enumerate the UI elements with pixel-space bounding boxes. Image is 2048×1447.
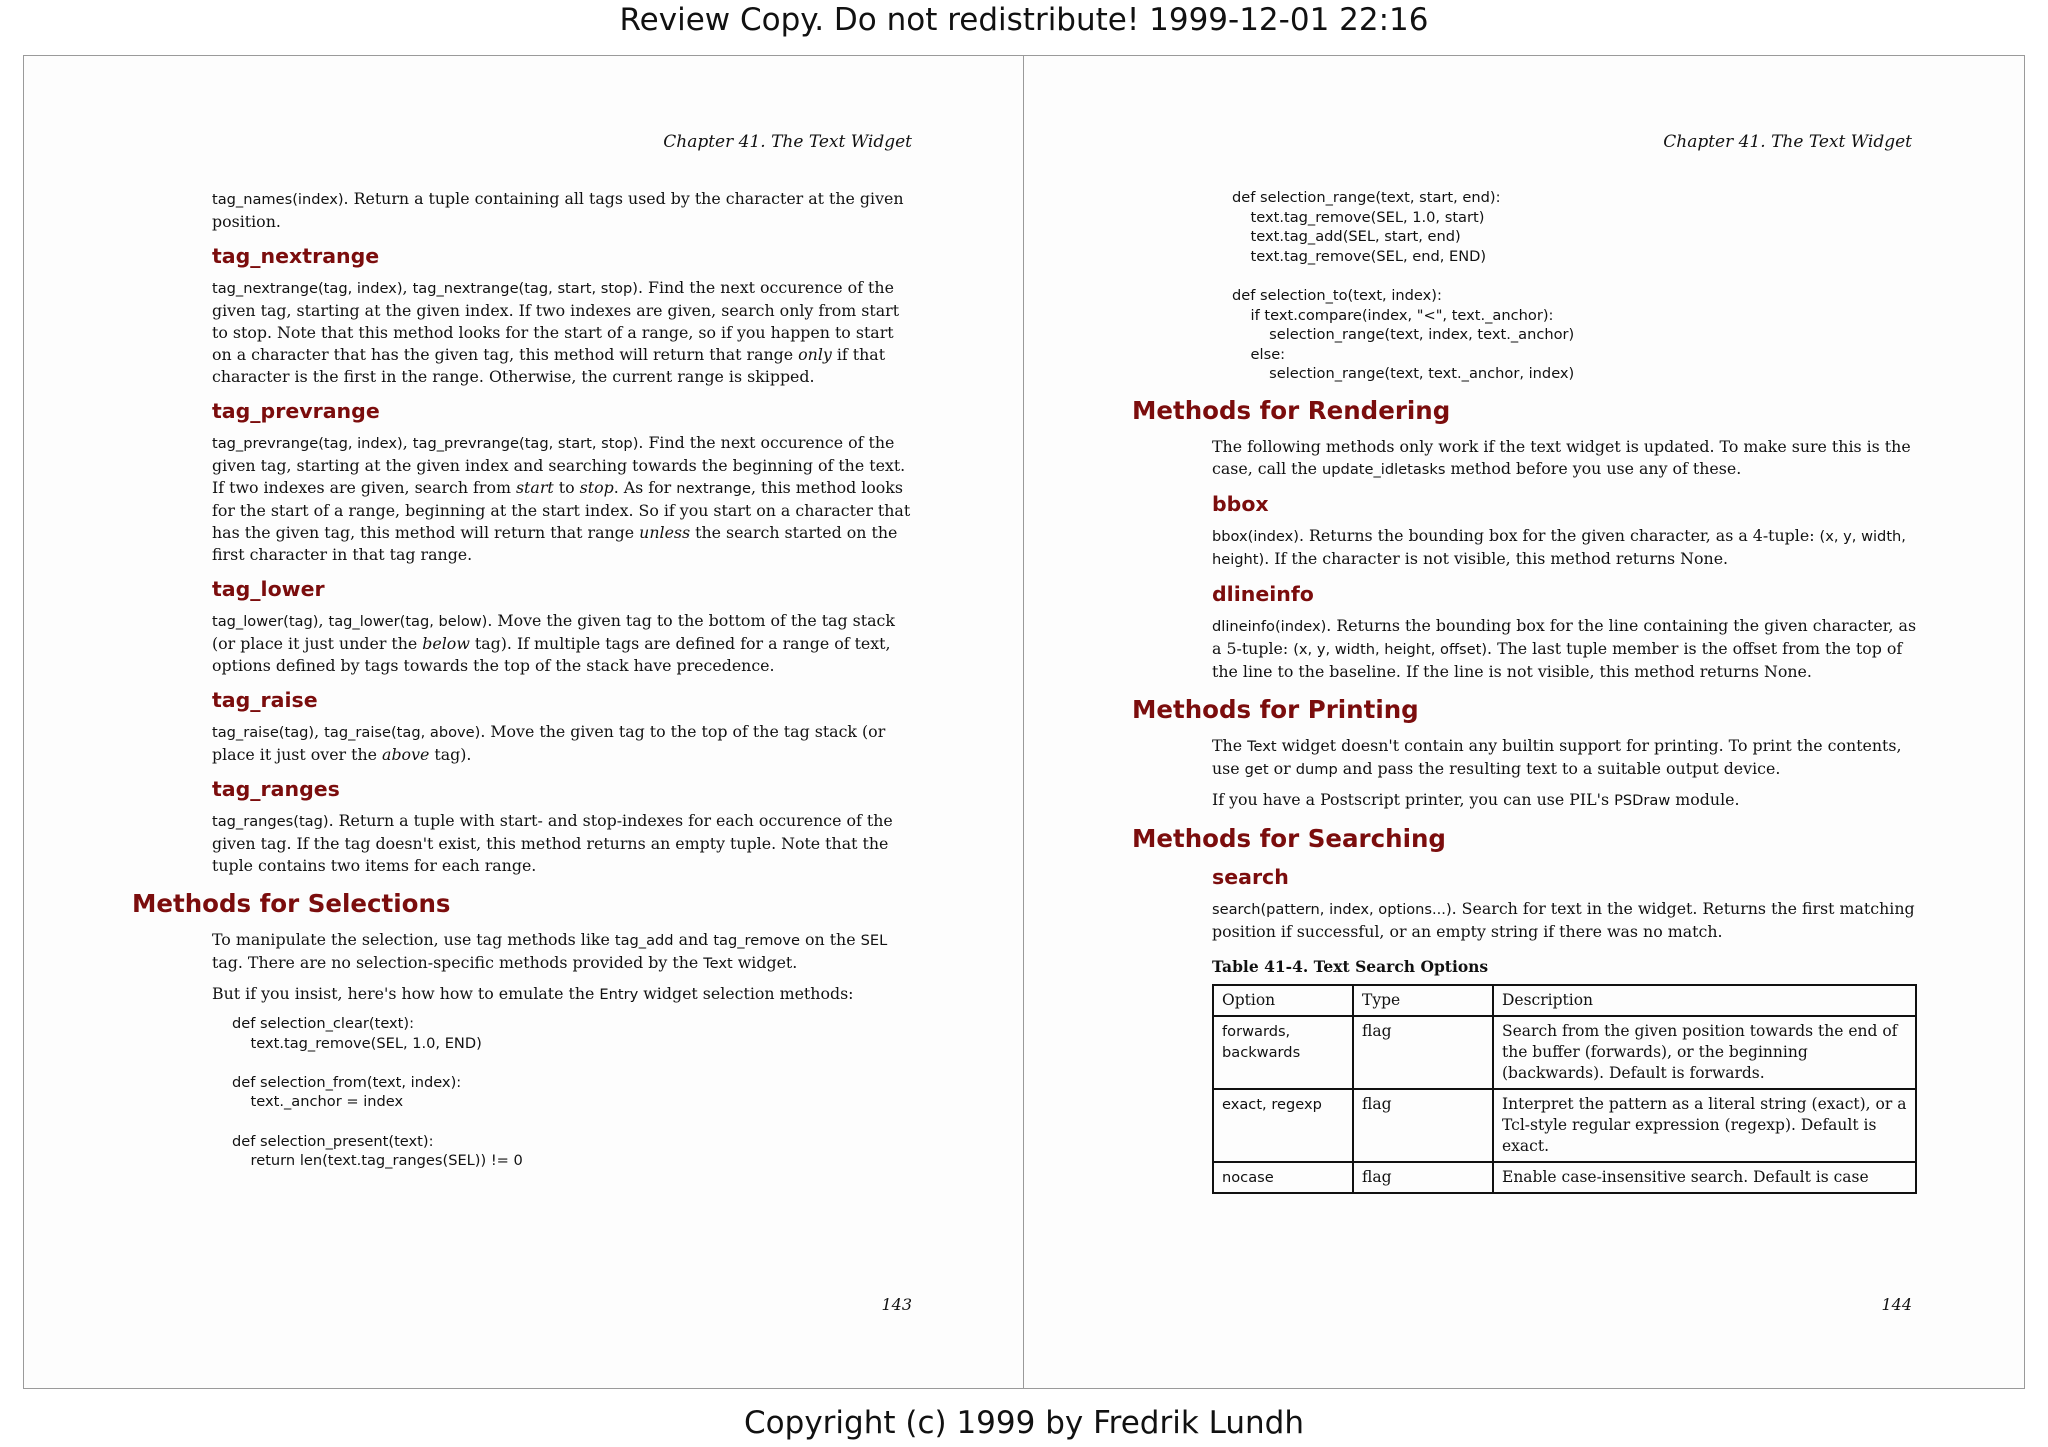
printing-heading: Methods for Printing xyxy=(1132,694,1419,724)
printing-paragraph-1: The Text widget doesn't contain any builtin support for printing. To print the contents, use get or dump and pass the resulting text to a suitable output device. xyxy=(1212,735,1902,778)
description-cell: Search from the given position towards the end of the buffer (forwards), or the beginning (backwards). Default is forwards. xyxy=(1493,1016,1916,1089)
type-cell: flag xyxy=(1353,1016,1493,1089)
option-cell: nocase xyxy=(1213,1162,1353,1193)
tag-ranges-paragraph: tag_ranges(tag). Return a tuple with start- and stop-indexes for each occurence of the given tag. If the tag doesn't exist, this method returns an empty tuple. Note that the tuple contains two items for each range. xyxy=(212,811,893,875)
tag-prevrange-paragraph: tag_prevrange(tag, index), tag_prevrange(tag, start, stop). Find the next occurence of the given tag, starting at the given index and searching towards the beginning of the text. If two indexes are given, search from start to stop. As for nextrange, this method looks for the start of a range, beginning at the start index. So if you start on a character that has the given tag, this method will return that range unless the search started on the first character in that tag range. xyxy=(212,433,911,564)
dlineinfo-paragraph: dlineinfo(index). Returns the bounding box for the line containing the given character, as a 5-tuple: (x, y, width, height, offset). The last tuple member is the offset from the top of the line to the baseline. If the line is not visible, this method returns None. xyxy=(1212,615,1917,681)
table-row xyxy=(1213,1016,1916,1089)
rendering-heading: Methods for Rendering xyxy=(1132,395,1451,425)
table-row xyxy=(1213,1089,1916,1162)
right-page-content xyxy=(1132,188,1917,1194)
running-head: Chapter 41. The Text Widget xyxy=(1663,132,1912,152)
table-header-cell: Description xyxy=(1493,985,1916,1016)
dlineinfo-heading: dlineinfo xyxy=(1212,581,1314,606)
tag-raise-paragraph: tag_raise(tag), tag_raise(tag, above). Move the given tag to the top of the tag stack (or place it just over the above tag). xyxy=(212,722,886,764)
bbox-heading: bbox xyxy=(1212,491,1269,516)
copyright-banner: Copyright (c) 1999 by Fredrik Lundh xyxy=(744,1405,1304,1441)
table-row xyxy=(1213,1162,1916,1193)
tag-names-paragraph: tag_names(index). Return a tuple containing all tags used by the character at the given position. xyxy=(212,189,904,231)
tag-nextrange-heading: tag_nextrange xyxy=(212,244,380,268)
tag-raise-heading: tag_raise xyxy=(212,688,318,712)
right-page xyxy=(1023,55,2025,1389)
printing-paragraph-2: If you have a Postscript printer, you can use PIL's PSDraw module. xyxy=(1212,789,1740,809)
tag-lower-paragraph: tag_lower(tag), tag_lower(tag, below). Move the given tag to the bottom of the tag stack (or place it just under the below tag). If multiple tags are defined for a range of text, options defined by tags towards the top of the stack have precedence. xyxy=(212,611,895,675)
selections-heading: Methods for Selections xyxy=(132,889,451,918)
option-cell: exact, regexp xyxy=(1213,1089,1353,1162)
option-cell: forwards, backwards xyxy=(1213,1016,1353,1089)
left-page xyxy=(23,55,1025,1389)
page-number: 144 xyxy=(1881,1295,1912,1314)
searching-heading: Methods for Searching xyxy=(1132,823,1446,853)
description-cell: Interpret the pattern as a literal string (exact), or a Tcl-style regular expression (regexp). Default is exact. xyxy=(1493,1089,1916,1162)
selection-code-block-continued: def selection_range(text, start, end): text.tag_remove(SEL, 1.0, start) text.tag_add(SEL, start, end) text.tag_remove(SEL, end, END) def selection_to(text, index): if text.compare(index, "<", text._anchor): selection_range(text, index, text._anchor) else: selection_range(text, text._anchor, index) xyxy=(1232,189,1575,383)
rendering-paragraph: The following methods only work if the text widget is updated. To make sure this is the case, call the update_idletasks method before you use any of these. xyxy=(1212,436,1911,478)
table-header-cell: Type xyxy=(1353,985,1493,1016)
search-paragraph: search(pattern, index, options...). Search for text in the widget. Returns the first matching position if successful, or an empty string if there was no match. xyxy=(1212,898,1915,941)
table-header-row xyxy=(1213,985,1916,1016)
tag-nextrange-paragraph: tag_nextrange(tag, index), tag_nextrange(tag, start, stop). Find the next occurence of the given tag, starting at the given index. If two indexes are given, search only from start to stop. Note that this method looks for the start of a range, so if you happen to start on a character that has the given tag, this method will return that range only if that character is the first in the range. Otherwise, the current range is skipped. xyxy=(212,278,900,386)
review-copy-banner: Review Copy. Do not redistribute! 1999-12-01 22:16 xyxy=(619,2,1429,38)
selections-paragraph-1: To manipulate the selection, use tag methods like tag_add and tag_remove on the SEL tag. There are no selection-specific methods provided by the Text widget. xyxy=(212,930,888,972)
tag-lower-heading: tag_lower xyxy=(212,577,325,601)
type-cell: flag xyxy=(1353,1162,1493,1193)
selection-code-block: def selection_clear(text): text.tag_remove(SEL, 1.0, END) def selection_from(text, index): text._anchor = index def selection_present(text): return len(text.tag_ranges(SEL)) != 0 xyxy=(232,1015,523,1170)
running-head: Chapter 41. The Text Widget xyxy=(663,132,912,152)
description-cell: Enable case-insensitive search. Default is case xyxy=(1493,1162,1916,1193)
tag-prevrange-heading: tag_prevrange xyxy=(212,399,380,423)
bbox-paragraph: bbox(index). Returns the bounding box for the given character, as a 4-tuple: (x, y, width, height). If the character is not visible, this method returns None. xyxy=(1212,525,1906,568)
page-number: 143 xyxy=(881,1295,912,1314)
table-caption: Table 41-4. Text Search Options xyxy=(1212,956,1489,976)
left-page-content xyxy=(132,188,917,1179)
tag-ranges-heading: tag_ranges xyxy=(212,777,340,801)
type-cell: flag xyxy=(1353,1089,1493,1162)
search-heading: search xyxy=(1212,864,1289,889)
table-header-cell: Option xyxy=(1213,985,1353,1016)
search-options-table xyxy=(1212,984,1917,1194)
selections-paragraph-2: But if you insist, here's how how to emulate the Entry widget selection methods: xyxy=(212,984,854,1003)
